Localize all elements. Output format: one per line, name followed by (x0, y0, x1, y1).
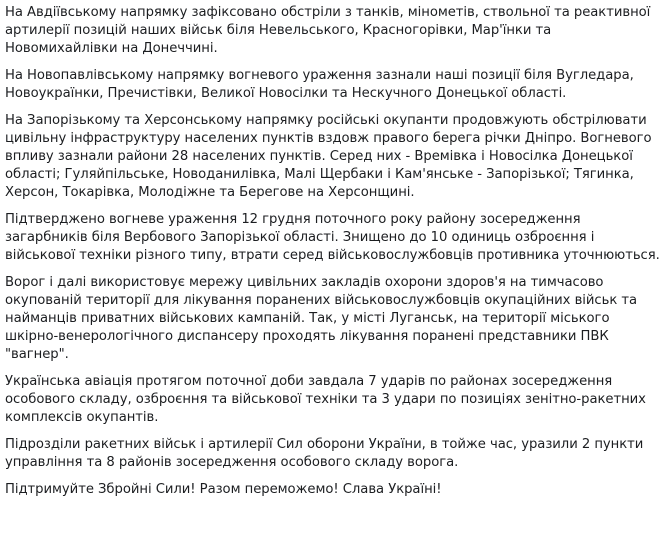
paragraph-confirmed-strike: Підтверджено вогневе ураження 12 грудня поточного року району зосередження загарбників біля Вербового Запорізької області. Знищено до 10 одиниць озброєння і військової техніки різного типу, втрати серед військовослужбовців противника уточнюються. (5, 212, 660, 263)
paragraph-missile-artillery: Підрозділи ракетних військ і артилерії Сил оборони України, в тойже час, уразили 2 пункти управління та 8 районів зосередження особового складу ворога. (5, 437, 644, 470)
paragraph-avdiivka: На Авдіївському напрямку зафіксовано обстріли з танків, мінометів, ствольної та реактивної артилерії позицій наших військ біля Невельського, Красногорівки, Мар'їнки та Новомихайлівки на Донеччині. (5, 5, 651, 56)
paragraph-closing: Підтримуйте Збройні Сили! Разом переможемо! Слава Україні! (5, 482, 442, 497)
paragraph-zaporizhzhia-kherson: На Запорізькому та Херсонському напрямку російські окупанти продовжують обстрілювати цивільну інфраструктуру населених пунктів вздовж правого берега річки Дніпро. Вогневого впливу зазнали райони 28 населених пунктів. Серед них - Времівка і Новосілка Донецької області; Гуляйпільське, Новоданилівка, Малі Щербаки і Кам'янське - Запорізької; Тягинка, Херсон, Токарівка, Молодіжне та Берегове на Херсонщині. (5, 113, 652, 200)
paragraph-aviation: Українська авіація протягом поточної доби завдала 7 ударів по районах зосередження особового складу, озброєння та військової техніки та 3 удари по позиціях зенітно-ракетних комплексів окупантів. (5, 374, 646, 425)
paragraph-novopavlivka: На Новопавлівському напрямку вогневого ураження зазнали наші позиції біля Вугледара, Новоукраїнки, Пречистівки, Великої Новосілки та Нескучного Донецької області. (5, 68, 634, 101)
post-body (5, 4, 665, 508)
paragraph-medical-facilities: Ворог і далі використовує мережу цивільних закладів охорони здоров'я на тимчасово окупованій території для лікування поранених військовослужбовців окупаційних військ та найманців приватних військових кампаній. Так, у місті Луганськ, на території міського шкірно-венерологічного диспансеру проходять лікування поранені представники ПВК "вагнер". (5, 275, 638, 362)
